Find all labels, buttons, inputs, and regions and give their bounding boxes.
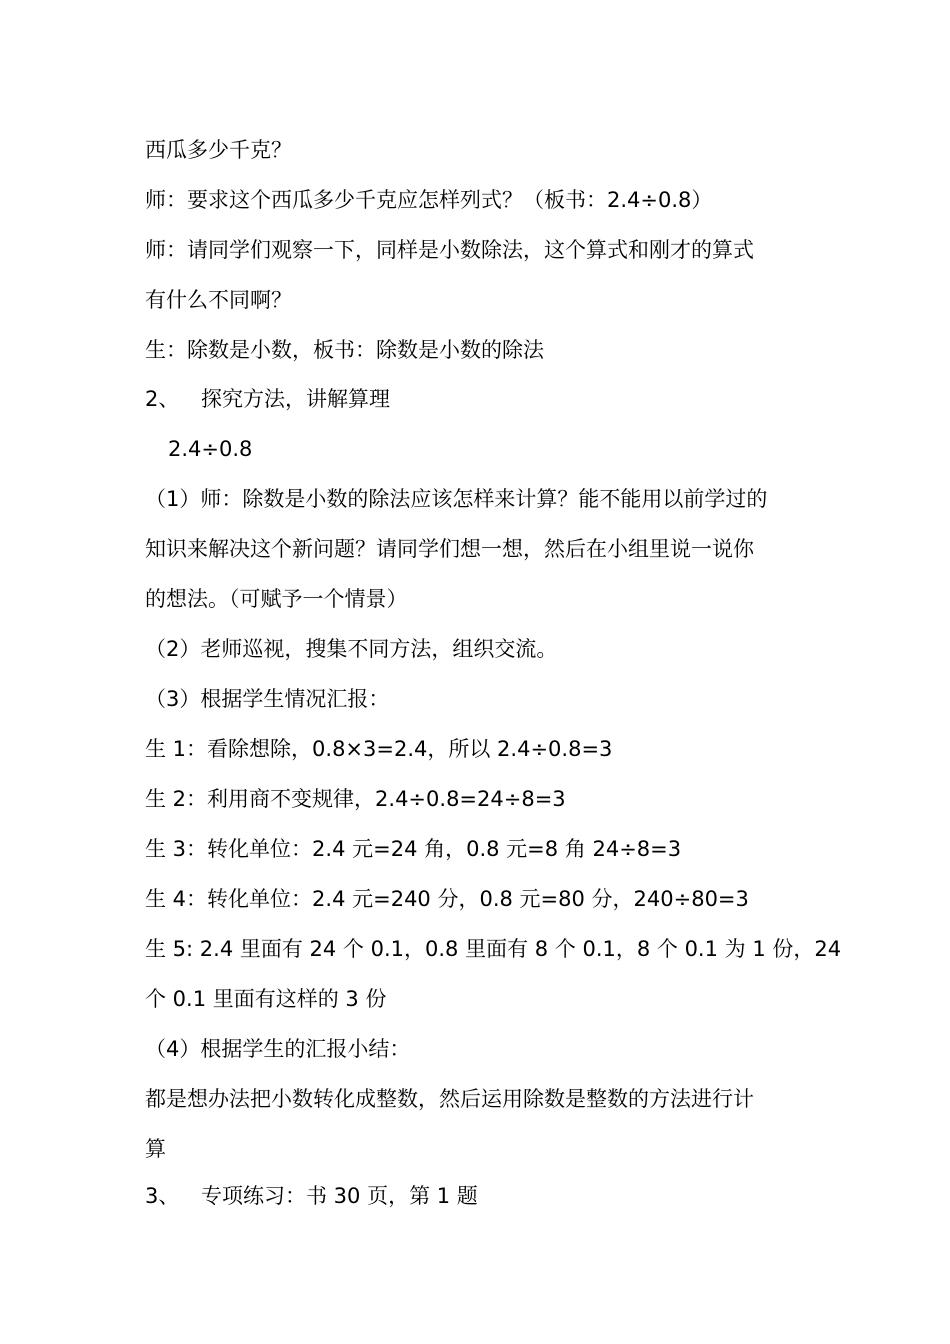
- section-heading: [145, 1181, 825, 1211]
- text-line: （4）根据学生的汇报小结：: [145, 1037, 411, 1061]
- text-line: 西瓜多少千克？: [145, 138, 292, 162]
- text-line: 生 1：看除想除，0.8×3=2.4，所以 2.4÷0.8=3: [145, 737, 613, 761]
- text-line: 的想法。（可赋予一个情景）: [145, 587, 408, 611]
- section-number: 2、: [145, 387, 180, 411]
- section-title: 探究方法，讲解算理: [201, 387, 390, 411]
- text-line: 生 2：利用商不变规律，2.4÷0.8=24÷8=3: [145, 787, 566, 811]
- text-line: 师：要求这个西瓜多少千克应怎样列式？（板书：2.4÷0.8）: [145, 188, 713, 212]
- text-line: （2）老师巡视，搜集不同方法，组织交流。: [145, 637, 558, 661]
- text-line: （3）根据学生情况汇报：: [145, 687, 390, 711]
- section-heading: [145, 384, 825, 414]
- text-line: 个 0.1 里面有这样的 3 份: [145, 987, 387, 1011]
- text-line: 有什么不同啊？: [145, 288, 292, 312]
- expression-line: 2.4÷0.8: [168, 437, 253, 461]
- text-line: 生 3：转化单位：2.4 元=24 角，0.8 元=8 角 24÷8=3: [145, 837, 682, 861]
- text-line: 生 5: 2.4 里面有 24 个 0.1，0.8 里面有 8 个 0.1，8 个 0.1 为 1 份，24: [145, 937, 842, 961]
- text-line: 都是想办法把小数转化成整数，然后运用除数是整数的方法进行计: [145, 1087, 754, 1111]
- section-title: 专项练习：书 30 页，第 1 题: [201, 1184, 478, 1208]
- text-line: 师：请同学们观察一下，同样是小数除法，这个算式和刚才的算式: [145, 238, 754, 262]
- text-line: 生 4：转化单位：2.4 元=240 分，0.8 元=80 分，240÷80=3: [145, 887, 749, 911]
- section-number: 3、: [145, 1184, 180, 1208]
- text-line: 知识来解决这个新问题？请同学们想一想，然后在小组里说一说你: [145, 537, 754, 561]
- text-line: 生：除数是小数，板书：除数是小数的除法: [145, 338, 544, 362]
- text-line: （1）师：除数是小数的除法应该怎样来计算？能不能用以前学过的: [145, 487, 768, 511]
- text-line: 算: [145, 1137, 166, 1161]
